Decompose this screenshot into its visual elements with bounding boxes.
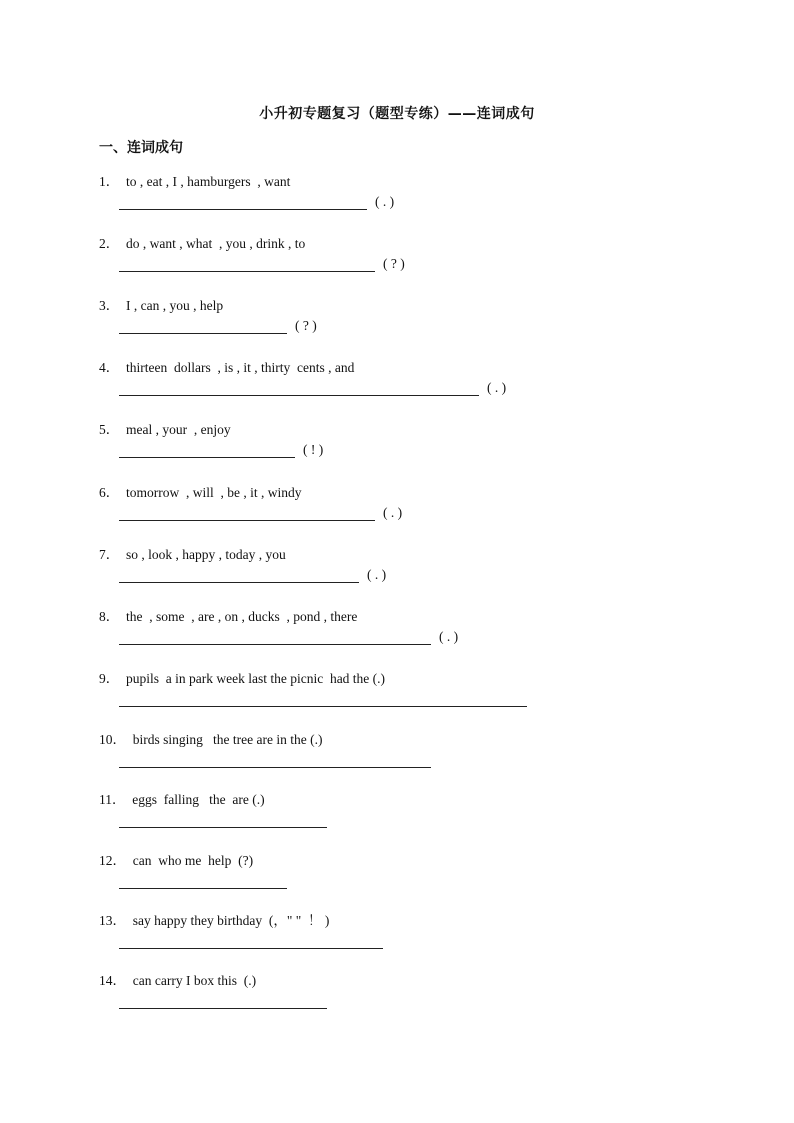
answer-line [119,582,359,583]
answer-line [119,827,327,828]
answer-line [119,706,527,707]
question-stem: 5． meal , your , enjoy [99,422,231,437]
page-title: 小升初专题复习（题型专练）——连词成句 [259,106,535,122]
question-stem: 12． can who me help (?) [99,853,254,868]
answer-line [119,457,295,458]
answer-line [119,395,479,396]
punctuation-hint: ( . ) [367,567,387,582]
punctuation-hint: ( ? ) [383,256,405,271]
answer-line [119,209,367,210]
answer-line [119,948,383,949]
question-stem: 2． do , want , what , you , drink , to [99,236,306,251]
question-stem: 3． I , can , you , help [99,298,224,313]
answer-line [119,888,287,889]
section-heading: 一、连词成句 [99,140,183,156]
answer-line [119,333,287,334]
question-stem: 13． say happy they birthday (，" " ！ ) [99,913,330,928]
question-stem: 6． tomorrow , will , be , it , windy [99,485,302,500]
question-stem: 10． birds singing the tree are in the (.) [99,732,323,747]
question-stem: 4． thirteen dollars , is , it , thirty cents , and [99,360,355,375]
punctuation-hint: ( . ) [383,505,403,520]
punctuation-hint: ( ! ) [303,442,324,457]
question-stem: 9． pupils a in park week last the picnic had the (.) [99,671,386,686]
question-stem: 8． the , some , are , on , ducks , pond , there [99,609,358,624]
question-stem: 7． so , look , happy , today , you [99,547,286,562]
punctuation-hint: ( . ) [375,194,395,209]
answer-line [119,767,431,768]
answer-line [119,520,375,521]
question-stem: 11． eggs falling the are (.) [99,792,265,807]
punctuation-hint: ( . ) [439,629,459,644]
punctuation-hint: ( ? ) [295,318,317,333]
question-stem: 1． to , eat , I , hamburgers , want [99,174,291,189]
punctuation-hint: ( . ) [487,380,507,395]
question-stem: 14． can carry I box this (.) [99,973,257,988]
answer-line [119,1008,327,1009]
answer-line [119,644,431,645]
answer-line [119,271,375,272]
